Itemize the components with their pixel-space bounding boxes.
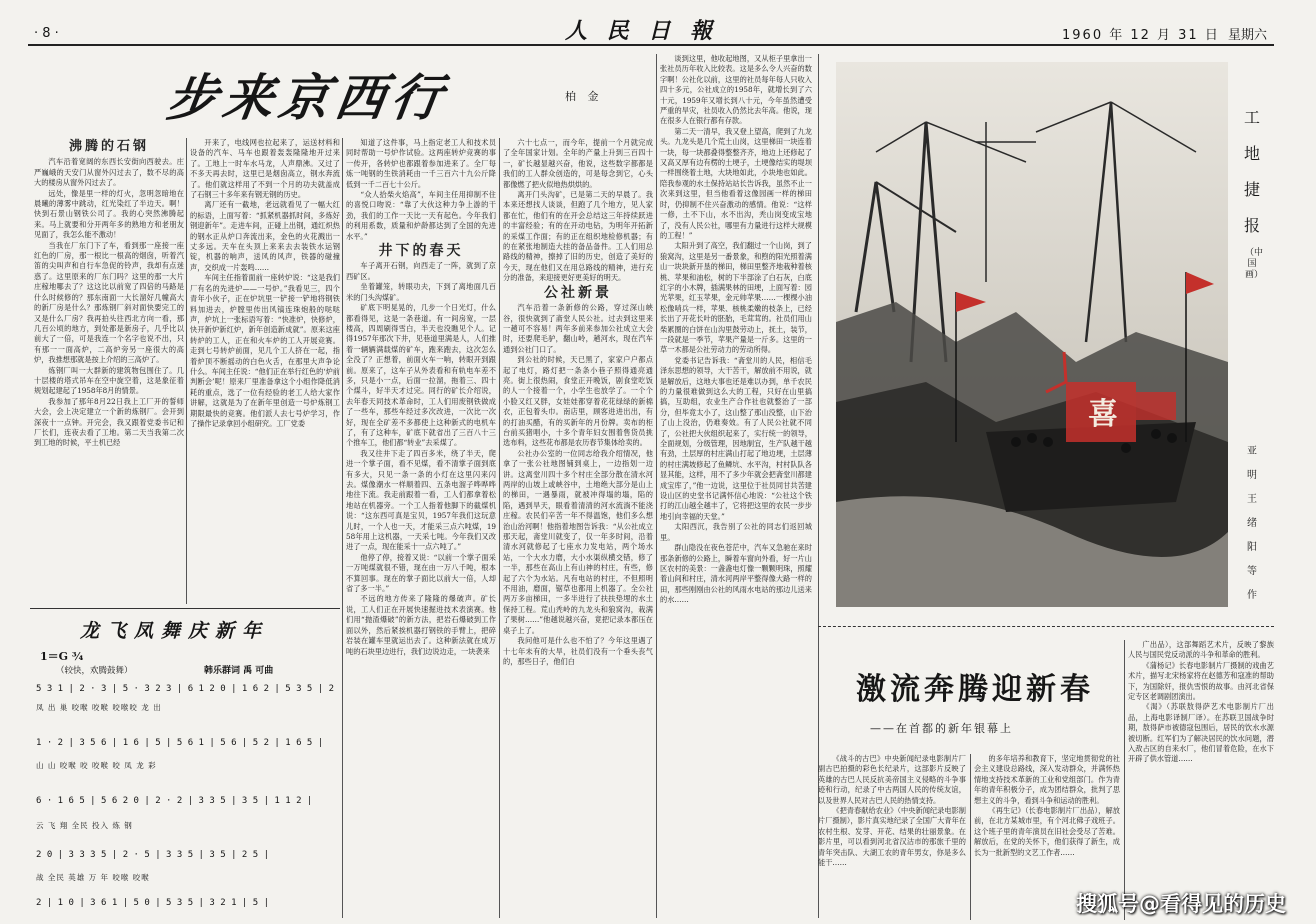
paragraph: “众人拾柴火焰高”，车间主任用抑制不住的喜悦口吻说：“靠了大伙这种力争上游的干劲，我们的工作一天比一天有起色。今年我们的利用系数，质量和炉龄都达到了全国的先进水平。” <box>346 190 496 241</box>
paragraph: 离厂还有一截地，老远就看见了一幅大红的标语，上面写着：“抓紧机器抓时间，多炼好钢迎新年”。走进车间，正碰上出钢，通红炽热的钢水正从炉口奔流出来，金色的火花溅出一丈多远。天车在头顶上来来去去装铁水运钢锭，机器的响声，送风的风声，铁器的碰撞声，交织成一片轰鸣…… <box>190 200 340 272</box>
column-divider <box>656 54 657 918</box>
song-tempo: （较快，欢腾鼓舞） <box>56 666 133 676</box>
score-row: 2 0 | 3 3 3 5 | 2 · 5 | 3 3 5 | 3 5 | 2 5 | <box>36 850 269 860</box>
paragraph: 坐着罐笼，转眼功夫，下到了离地面几百米的门头沟煤矿。 <box>346 282 496 302</box>
flag-character: 喜 <box>1088 397 1118 432</box>
song-credits: 韩乐群词 禹 可曲 <box>204 666 274 676</box>
column-divider <box>970 754 971 920</box>
section-heading: 井下的春天 <box>378 243 464 260</box>
article-column-2 <box>190 138 340 604</box>
painting-authors: 亚明 王绪阳 等作 <box>1247 446 1257 601</box>
paragraph: 党委书记告诉我：“斋堂川的人民，相信毛泽东思想的领导，大干苦干，解放前不用说，就是解放后，这地大事也还是难以办到，单千农民的力量很难做到这么大的工程，只好在山里搞搞，互助组，农业生产合作社也就整治了一部分，但毕竟太小了，这山整了那山没整，山下治了山上没治，仍难奏效。有了人民公社就不同了，公社把大伙组织起来了，实行统一的领导，全面规划，分级管理，因地制宜，生产队越干越有劲，土层厚的村庄满山打起了地边埂，土层薄的村庄满坡修起了鱼鳞坑、水平沟，村村队队各显其能，这样，用不了多少年就会把斋堂川都建成宝库了，”他一边说，这里位于社员同甘共苦建设山区的史堂书记满怀信心地说：“公社这个铁打的江山越全越丰了，它将把这里的农民一步步地引向幸福的天堂。” <box>660 355 812 521</box>
paragraph: 《战斗的古巴》中央新闻纪录电影制片厂副古巴拍摄的彩色长纪录片，这部影片反映了英雄的古巴人民反抗美帝国主义侵略的斗争事迹和行动，纪录了中古两国人民的传统友谊，以及世界人民对古巴人民的热情支持。 <box>818 754 966 805</box>
paragraph: 不远的地方传来了隆隆的爆破声。矿长说，工人们正在开展快速掘进技术表演赛。他们用“抛渣爆破”的新方法，把岩石爆破到工作面以外，然后紧挨机器打钢铁的手臂上，把碎岩装在罐车里就运出去了。这种新法就在成万吨的石块里边进行，我们边说边走，一块袭来 <box>346 594 496 656</box>
paragraph: 《把青春献给农业》（中央新闻纪录电影制片厂摄制），影片真实地纪录了全国广大青年在农村生根、发芽、开花、结果的壮丽景象。在影片里，可以看到河北省汉沽市的那旅千里的青年突击队、大湖工农的青年男女，你是多么能干…… <box>818 806 966 868</box>
paragraph: 我又往井下走了四百多米，绕了半天，爬进一个掌子面，看不见煤，看不清掌子面到底有多大，只见一条一条的小灯在这里闪来闪去。煤像潮水一样顺着四、五条电溜子哗哗哗地往下流。我走前跟着一看，工人们都拿着松地站在机器旁。一个工人指着他脚下的截煤机说：“这东西可真是宝贝，1957年我们这玩意儿时，一个人也一天，才能采三点六吨煤，1958年用上这机器，一天采七吨。今年我们又改进了一点，现在能采十一点六吨了。” <box>346 448 496 552</box>
article-column-3 <box>346 138 496 918</box>
weekday: 星期六 <box>1228 28 1268 43</box>
paragraph: 的多年培养和教育下，坚定地贯彻党的社会主义建设总路线，深入发动群众，并满怀热情地支持技术革新的工业和党组部门。作为青年的青年积极分子，成为团结群众，批判了思想主义的斗争，看到斗争和运动的胜利。 <box>974 754 1120 805</box>
article-column-4 <box>503 138 653 918</box>
paragraph: 《蒲杨记》长春电影制片厂摄制的戏曲艺术片，描写北宋杨家将在赵德芳和寇准的帮助下，为国除奸，报仇雪恨的故事。由河北省保定专区老调剧团演出。 <box>1128 660 1274 702</box>
watermark: 搜狐号@看得见的历史 <box>1076 892 1286 916</box>
paragraph: 我问他可是什么也不怕了？今年这里遇了十七年未有的大旱，社员们没有一个垂头丧气的，那些日子，他们白 <box>503 636 653 666</box>
paragraph: 离开门头沟矿，已是第二天的早晨了。我本来还想找人谈谈，但跑了几个地方，见人家都在忙，他们有的在开会总结这三年持续跃进的丰富经验；有的在开动电钻，为明年开拓新的采煤工作面；有的正在组织地检修机器；有的在紧张地制造大挂的备品备件。工人们用总路线的精神，擦掉了旧的历史，创造了美好的今天，现在他们又在用总路线的精神，进行充分的准备，来迎接更好更美好的明天。 <box>503 190 653 283</box>
score-row: 6 · 1 6 5 | 5 6 2 0 | 2 · 2 | 3 3 5 | 3 5 | 1 1 2 | <box>36 796 313 806</box>
score-lyrics: 云 飞 翔 全民 投入 炼 钢 <box>36 821 133 830</box>
song-key: 1＝G ¾ <box>40 650 84 663</box>
article-column-5 <box>660 54 812 918</box>
paragraph: 炼钢厂叫一大群新的建筑物包围住了。几十层楼的塔式吊车在空中旋空着，这是象征着规划起建起了1958年8月的情景。 <box>34 365 184 396</box>
article2-subtitle: ——在首都的新年银幕上 <box>870 722 1013 735</box>
column-divider <box>499 138 500 918</box>
article-title: 步来京西行 <box>163 68 452 127</box>
column-divider <box>342 138 343 918</box>
paragraph: 太阳西沉，我告别了公社的同志们返回城里。 <box>660 522 812 542</box>
painting-image <box>836 62 1228 607</box>
header-rule <box>28 44 1274 46</box>
painting-subtitle: （中国画） <box>1245 248 1264 280</box>
article-column-1 <box>34 138 184 604</box>
score-row: 5 3 1 | 2 · 3 | 5 · 3 2 3 | 6 1 2 0 | 1 6 2 | 5 3 5 | 2 <box>36 684 335 694</box>
section-rule <box>818 626 1274 628</box>
article2-title: 激流奔腾迎新春 <box>856 672 1094 707</box>
paragraph: 远处，像是里一样的灯火，忽明忽暗地在晨曦的薄雾中跳动，红光染红了半边天。啊！快到石景山钢铁公司了。我的心突然沸腾起来。马上就要和分开两年多的熟地方和老朋友见面了，我怎么能不激动！ <box>34 188 184 240</box>
paragraph: 车间主任指着面前一座转炉说：“这是我们厂有名的先进炉——一号炉。”我看见三，四个青年小伙子，正在炉坑里一铲接一铲地将钢铁料加进去，炉膛里传出风镐连珠炮般的哒哒声，炉坑上一张标语写着：“快准炉，快修炉，快开新炉新红炉，新年创造新成就”。原来这座转炉的工人，正在和火车炉的工人开展竞赛。走到七号转炉前面，见几个工人挤在一起，指着炉顶不断摇动的白色火舌，在那里大声争论什么。车间主任说：“他们正在举行红色的‘炉前判断会’呢！原来厂里准备拿这个小组作降低消耗的重点，选了一位有经验的老工人给大家作讲解，这就是为了在新年里创造一号炉炼钢工期限最快的竞赛。他们派人去七号炉学习，作了操作记录拿回小组研究。工厂党委 <box>190 273 340 428</box>
article-author: 柏 金 <box>565 90 603 103</box>
paragraph: 知道了这件事，马上指定老工人和技术员同时帮助一号炉作试验。这两座转炉竞赛的事一传开，各转炉也都跟着参加进来了。全厂每炼一吨钢的生铁消耗由一千三百六十九公斤降低到一千二百七十公斤。 <box>346 138 496 189</box>
paragraph: 到公社的时候，天已黑了，家家户户都点起了电灯，路灯把一条条小巷子照得通亮通亮。街上很热闹，食堂正开晚饭，剧食堂吃饭的人一个接着一个，小学生也放学了。一个个小脸又红又胖，女娃娃都穿着花花绿绿的新棉衣，正包着头巾。南店里，顾客进进出出，有的打油买醋，有的买新年的月份牌。卖布的柜台前买猪唱小，十多个青年妇女围着售货员挑选布料，这些花布都是农历春节集体给卖的。 <box>503 355 653 448</box>
article2-column-3 <box>1128 640 1274 920</box>
masthead: 人 民 日 報 <box>565 18 718 44</box>
paragraph: 群山隐没在夜色苍茫中，汽车又急驰在来时那条新修的公路上，瞬着车窗向外看，好一片山区农村的美景：一盏盏电灯像一颗颗明珠，照耀着山间和村庄，清水河两岸平整得像大路一样的田，那些刚刚由公社的风雨水电站的那边儿送来的水…… <box>660 543 812 605</box>
paragraph: 《渴》（苏联敖得萨艺术电影制片厂出品，上海电影译制厂译）。在苏联卫国战争时期，敖得萨市被德寇包围后，居民的饮水水源被切断。红军们为了解决居民的饮水问题，潜入敌占区的自来水厂，他们冒着危险，在水下开辟了供水管道…… <box>1128 702 1274 764</box>
painting-illustration <box>836 62 1228 607</box>
paragraph: 车子离开石钢，向西走了一阵，就到了京西矿区。 <box>346 261 496 281</box>
paragraph: 六十七点一，而今年，提前一个月就完成了全年国家计划。全年的产量上升到三百四十一，矿长越显越兴奋，他说，这些数字都都是我们的工人群众创造的，可是每念到它，心头都像燃了把火似地热烘烘的。 <box>503 138 653 189</box>
section-heading: 公社新景 <box>544 284 612 301</box>
paragraph: 公社办公室的一位同志给我介绍情况，他拿了一张公社地图铺到桌上，一边指划一边讲。这离堂川四十多个村庄全部分散在清水河两岸的山坡上或峡谷中，土地绝大部分是山上的梯田，一遇暴雨，就被冲得塌的塌，陷的陷，遇到旱天，眼看着清清的河水流淌不能浇庄稼。农民们辛苦一年不得温饱，他们多么想治山治河啊！他指着地图告诉我：“从公社成立那天起，斋堂川就变了，仅一年多时间，沿着清水河就修起了七座水力发电站，两个场水站，一个大水力磨，大小水渠纵横交错，修了一半，那些在高山上有山神的村庄，有些，修起了六个为水站。凡有电站的村庄，不但照明不用油，磨面，锯草也都用上机器了。全公社两万多亩梯田，一多半进行了扶扶垫埋的水土保持工程。荒山秃岭的九龙头和狼窝沟，栽满了果树……”他越说越兴奋，竟把记录本都压在桌子上了。 <box>503 448 653 635</box>
paragraph: 矿底下明晃晃的，几步一个日光灯，什么都看得见，这是一条巷道。有一间房宽，一层楼高，四周刷得雪白，半天也没瞧见个人。记得1957年那次下井，见巷道里满是人，人们推着一辆辆满载煤的矿车，跑来跑去，这次怎么全没了？正想着，前面火车一响，转眼开到跟前。原来了，这车子从外表看和有轨电车差不多，只是小一点，后面一拉溜，拖着三、四十个煤斗，好半天才过完。同行的矿长介绍说，去年春天同技术革命时，工人们用废钢铁做成了一些车，那些车经过多次改进，一次比一次好，现在全矿差不多都使上这种新式的电机车了，有了这种车，矿底下就省出了三百八十三个推车工，他们都“转业”去采煤了。 <box>346 303 496 448</box>
column-divider <box>186 138 187 604</box>
song-title: 龙飞凤舞庆新年 <box>80 620 270 642</box>
paragraph: 他停了停，接着又说：“以前一个掌子面采一万吨煤就很不错，现在由一万八千吨，根本不算回事。现在的掌子面比以前大一倍，人却省了多一半。” <box>346 552 496 594</box>
paragraph: 开来了，电线网也拉起来了，运送材料和设备的汽车、马车也跟着轰轰隆隆地开过来了。工地上一时车水马龙，人声鼎沸。又过了不多天再去时，这里已是烟囱高立，钢水奔流了。他们就这样用了不到一个月的功夫就盖成了石钢三十多年来有钢无钢的历史。 <box>190 138 340 200</box>
score-row: 1 · 2 | 3 5 6 | 1 6 | 5 | 5 6 1 | 5 6 | 5 2 | 1 6 5 | <box>36 738 324 748</box>
section-heading: 沸腾的石钢 <box>68 139 149 154</box>
paragraph: 汽车沿着一条新修的公路，穿过深山峡谷，很快就到了斋堂人民公社。过去到这里来一趟可不容易！两年多前来参加公社成立大会时，还要爬毛驴，翻山岭，趟河水，现在汽车通到公社门口了。 <box>503 303 653 354</box>
column-divider <box>1124 640 1125 920</box>
paragraph: 广出品），这部舞蹈艺术片，反映了黎族人民与国民党反动派的斗争和革命的胜利。 <box>1128 640 1274 660</box>
paragraph: 当我在厂东门下了车，看到那一座接一座红色的厂房，那一根比一根高的烟囱，听着汽笛的尖叫声和自行车急促的铃声，我却有点迷惑了。这里原来的厂东门吗？这里的那一大片庄稼地哪去了？这这比以前宽了四倍的马路是什么时候修的？那东南面一大长溜好几幢高大的新厂房是什么？那炼钢厂斜对面快要完工的又是什么厂房？我再拍头往西北方向一看，那几百公顷的地方，到处都是新房子，几乎比以前大了一倍，可是我连一个名字也说不出，只有那一一面高炉，二高炉旁另一座很大的高炉，我推想那就是按上介绍的三高炉了。 <box>34 240 184 365</box>
score-lyrics: 凤 出 巢 咬喉 咬喉 咬喉咬 龙 出 <box>36 703 162 712</box>
score-row: 2 | 1 0 | 3 6 1 | 5 0 | 5 3 5 | 3 2 1 | 5 | <box>36 898 269 908</box>
painting-title: 工地捷报 <box>1243 108 1260 235</box>
article2-column-1 <box>818 754 966 920</box>
score-lyrics: 战 全民 英雄 万 年 咬喉 咬喉 <box>36 873 150 882</box>
page-number: · 8 · <box>34 26 59 41</box>
issue-date: 1960 年 12 月 31 日 <box>1062 28 1220 43</box>
paragraph: 第二天一清早，我又登上望高，爬到了九龙头。九龙头是几个荒土山岗，这里梯田一块连着一块，每一块都叠得整整齐齐，地边上还修起了又高又厚有边有楞的土埂子，土埂像结实的堤坝一样围绕着土地，大块地如此，小块地也如此。陪我参观的水土保持站站长告诉我，虽然不止一次来到这里，但当他看着这像园画一样的梯田时，仍抑制不住兴奋激动的感情。他说：“这样一修，土不下山，水不出沟，秃山岗变成宝地了，没有人民公社，哪里有力量进行这样大规模的工程！” <box>660 126 812 240</box>
score-lyrics: 山 山 咬喉 咬 咬喉 咬 凤 龙 彩 <box>36 761 157 770</box>
paragraph: 《再生记》（长春电影制片厂出品），解放前，在北方某城市里，有个河北佛子戏班子。这个班子里的青年演员在旧社会受尽了苦难。解放后，在党的关怀下，他们获得了新生，成长为一批新型的文艺工作者…… <box>974 806 1120 857</box>
paragraph: 我参加了那年8月22日我上工厂开的誓师大会，会上决定建立一个新的炼钢厂。会开到深夜十一点钟。开完会，我又跟着党委书记和厂长们，连夜去看了工地。第二天当我第二次到工地的时候，平土机已经 <box>34 396 184 448</box>
paragraph: 太阳升到了高空，我们翻过一个山岗，到了狼窝沟，这里是另一番景象，和煦的阳光照着满山一块块新开垦的梯田，梯田里整齐地栽种着核桃、苹果和油松，树的下半部涂了白石灰，白底红字的小木牌，插满果林的田埂，上面写着：园光苹果，红玉苹果，金元帅苹果……一棵棵小油松像哨兵一样，苹果、核桃柔嫩的枝条上，已经长出了开花长叶的胚胎，毛茸茸的。社员们用山柴累圈的白饼在山沟里鼓劳动上，抚土，装节，一段就是一季节，苹果产量是一斤多。这里的一草一木都是公社劳动力的劳动所得。 <box>660 241 812 355</box>
paragraph: 汽车沿着宽阔的东西长安街向西驶去。庄严巍峨的天安门从窗外闪过去了，数不尽的高大的楼房从窗外闪过去了。 <box>34 157 184 188</box>
paragraph: 谈到这里，他收起地图，又从柜子里拿出一张社员历年收入比较表。这是多么令人兴奋的数字啊！公社化以前，这里的社员每年每人只收入四十多元，公社成立的1958年，就增长到了六十元，1959年又增长到八十元，今年虽然遭受严重的旱灾，社员收入仍然比去年高。他说，现在很多人在银行都有存款。 <box>660 54 812 126</box>
